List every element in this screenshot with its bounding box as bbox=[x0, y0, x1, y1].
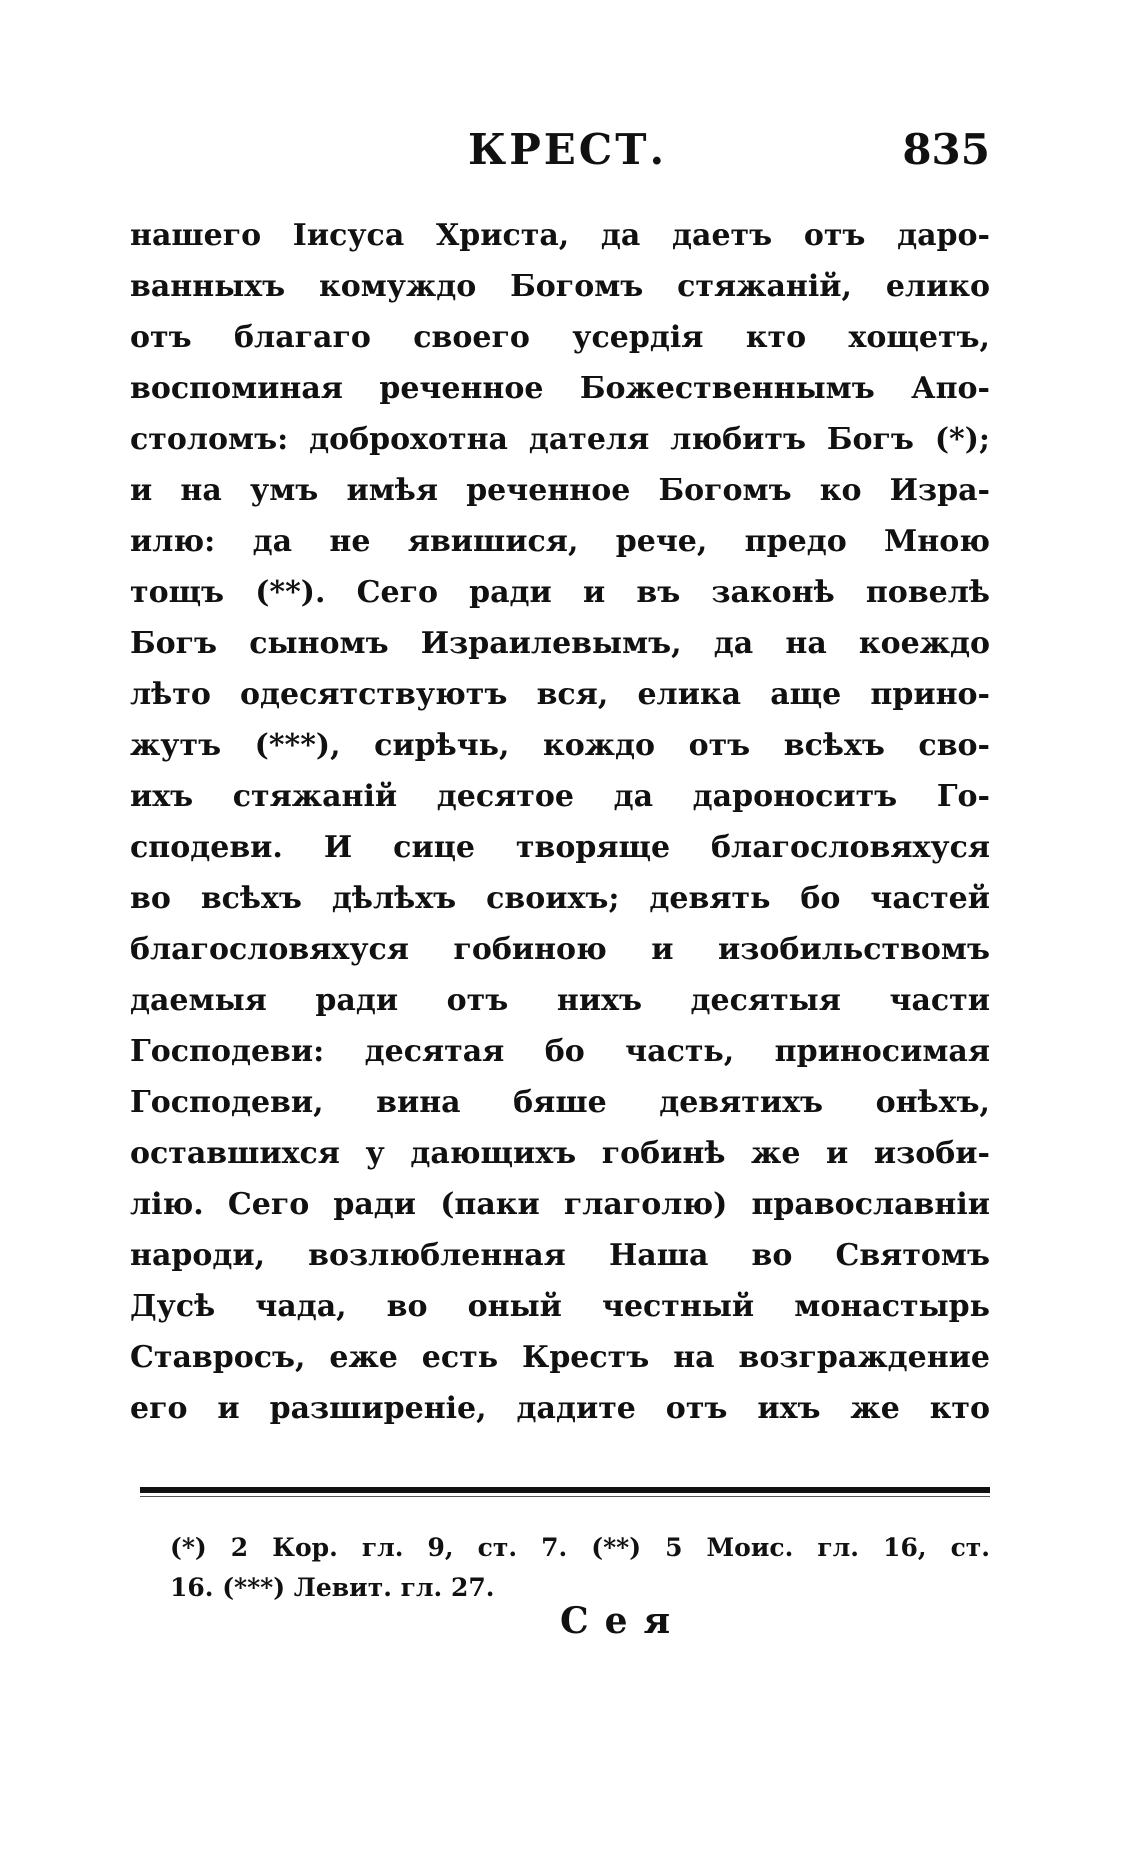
text-line: Господеви, вина бяше девятихъ онѣхъ, bbox=[130, 1085, 990, 1120]
footnotes bbox=[170, 1528, 990, 1608]
text-line: благословяхуся гобиною и изобильствомъ bbox=[130, 932, 990, 967]
catchword: Сея bbox=[560, 1600, 687, 1642]
text-line: воспоминая реченное Божественнымъ Апо- bbox=[130, 371, 990, 406]
footnote-line: 16. (***) Левит. гл. 27. bbox=[170, 1573, 495, 1602]
text-line: сподеви. И сице творяще благословяхуся bbox=[130, 830, 990, 865]
text-line: илю: да не явишися, рече, предо Мною bbox=[130, 524, 990, 559]
text-line: его и разширеніе, дадите отъ ихъ же кто bbox=[130, 1391, 990, 1426]
text-line: во всѣхъ дѣлѣхъ своихъ; девять бо частей bbox=[130, 881, 990, 916]
text-line: народи, возлюбленная Наша во Святомъ bbox=[130, 1238, 990, 1273]
text-line: ихъ стяжаній десятое да дароноситъ Го- bbox=[130, 779, 990, 814]
text-line: Господеви: десятая бо часть, приносимая bbox=[130, 1034, 990, 1069]
text-line: Ставросъ, еже есть Крестъ на возграждение bbox=[130, 1340, 990, 1375]
text-line: жутъ (***), сирѣчь, кождо отъ всѣхъ сво- bbox=[130, 728, 990, 763]
text-line: отъ благаго своего усердія кто хощетъ, bbox=[130, 320, 990, 355]
page-header bbox=[130, 125, 990, 185]
running-title: КРЕСТ. bbox=[468, 125, 668, 174]
text-line: нашего Іисуса Христа, да даетъ отъ даро- bbox=[130, 218, 990, 253]
text-line: и на умъ имѣя реченное Богомъ ко Изра- bbox=[130, 473, 990, 508]
text-line: Богъ сыномъ Израилевымъ, да на коеждо bbox=[130, 626, 990, 661]
text-line: оставшихся у дающихъ гобинѣ же и изоби- bbox=[130, 1136, 990, 1171]
text-line: ванныхъ комуждо Богомъ стяжаній, елико bbox=[130, 269, 990, 304]
footnote-rule bbox=[140, 1487, 990, 1493]
footnote-line: (*) 2 Кор. гл. 9, ст. 7. (**) 5 Моис. гл. 16, ст. bbox=[170, 1533, 990, 1562]
text-line: лѣто одесятствуютъ вся, елика аще прино- bbox=[130, 677, 990, 712]
footnote-rule-thin bbox=[140, 1496, 990, 1497]
text-line: тощъ (**). Сего ради и въ законѣ повелѣ bbox=[130, 575, 990, 610]
text-line: даемыя ради отъ нихъ десятыя части bbox=[130, 983, 990, 1018]
text-line: столомъ: доброхотна дателя любитъ Богъ (*); bbox=[130, 422, 990, 457]
body-text bbox=[130, 210, 990, 1434]
page-number: 835 bbox=[902, 125, 990, 174]
text-line: лію. Сего ради (паки глаголю) православніи bbox=[130, 1187, 990, 1222]
text-line: Дусѣ чада, во оный честный монастырь bbox=[130, 1289, 990, 1324]
